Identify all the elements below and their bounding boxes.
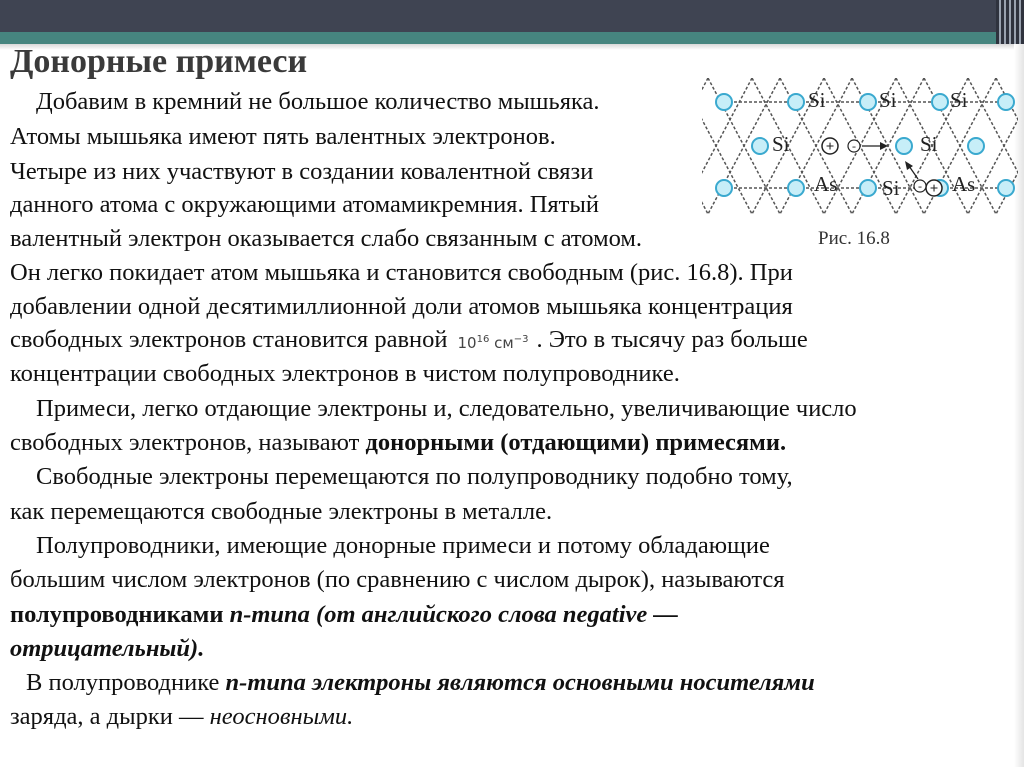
text-line: данного атома с окружающими атомамикремния. Пятый — [10, 191, 599, 218]
text-segment: свободных электронов становится равной — [10, 326, 448, 354]
text-line — [10, 428, 786, 458]
decorative-stripes — [996, 0, 1024, 44]
text-line — [10, 702, 353, 732]
text-segment: свободных электронов, называют — [10, 429, 366, 456]
minus-sign-icon: - — [918, 179, 922, 193]
formula-base: 10 — [457, 334, 477, 352]
text-segment: заряда, а дырки — — [10, 703, 210, 730]
term-majority-carriers: n-типа электроны являются основными носителями — [225, 669, 815, 696]
atom-label-si: Si — [879, 88, 897, 112]
term-minority-carriers: неосновными. — [209, 703, 354, 730]
bond-line — [702, 78, 708, 214]
text-line: концентрации свободных электронов в чистом полупроводнике. — [10, 360, 680, 387]
text-line: Примеси, легко отдающие электроны и, следовательно, увеличивающие число — [36, 395, 857, 422]
figure-caption: Рис. 16.8 — [818, 228, 890, 249]
text-line — [10, 325, 808, 358]
atom-node — [860, 94, 876, 110]
text-line: Он легко покидает атом мышьяка и становится свободным (рис. 16.8). При — [10, 259, 793, 286]
atom-label-si: Si — [920, 132, 938, 156]
text-line: Свободные электроны перемещаются по полупроводнику подобно тому, — [36, 463, 793, 490]
crystal-lattice-figure — [702, 78, 1018, 218]
text-line: Атомы мышьяка имеют пять валентных электронов. — [10, 123, 556, 150]
atom-node — [896, 138, 912, 154]
atom-node — [788, 94, 804, 110]
atom-node — [998, 94, 1014, 110]
atom-node — [932, 94, 948, 110]
text-line: отрицательный). — [10, 635, 205, 662]
arrow-head-icon — [905, 161, 913, 170]
formula-unit: см — [494, 334, 514, 352]
arrow-head-icon — [880, 142, 888, 150]
text-line: большим числом электронов (по сравнению с числом дырок), называются — [10, 566, 785, 593]
term-n-type-definition: n-типа (от английского слова negative — — [229, 601, 678, 628]
bond-line — [702, 78, 708, 214]
atom-label-si: Si — [772, 132, 790, 156]
formula-unit-exponent: −3 — [513, 334, 529, 345]
top-dark-bar — [0, 0, 1024, 32]
text-line — [10, 600, 678, 630]
text-line: Полупроводники, имеющие донорные примеси и потому обладающие — [36, 532, 770, 559]
term-donor-impurities: донорными (отдающими) примесями. — [365, 429, 787, 456]
plus-sign-icon: + — [825, 139, 835, 155]
atom-label-si: Si — [882, 176, 900, 200]
atom-label-si: Si — [950, 88, 968, 112]
formula-exponent: 16 — [476, 334, 490, 345]
atom-node — [860, 180, 876, 196]
atom-label-as: As — [814, 172, 838, 196]
plus-sign-icon: + — [929, 181, 939, 197]
atom-node — [998, 180, 1014, 196]
text-line: как перемещаются свободные электроны в металле. — [10, 498, 553, 525]
concentration-formula — [458, 325, 529, 358]
text-segment: . Это в тысячу раз больше — [536, 326, 808, 354]
minus-sign-icon: - — [852, 139, 856, 153]
text-line: Добавим в кремний не большое количество мышьяка. — [36, 88, 600, 115]
atom-node — [716, 94, 732, 110]
atom-node — [788, 180, 804, 196]
atom-node — [752, 138, 768, 154]
slide-title: Донорные примеси — [10, 43, 308, 80]
atom-label-si: Si — [808, 88, 826, 112]
atom-node — [968, 138, 984, 154]
text-line — [26, 668, 815, 698]
text-line: Четыре из них участвуют в создании ковалентной связи — [10, 158, 594, 185]
atom-node — [716, 180, 732, 196]
term-n-type-semiconductors: полупроводниками — [10, 601, 230, 628]
text-line: валентный электрон оказывается слабо связанным с атомом. — [10, 225, 643, 252]
atom-label-as: As — [952, 172, 976, 196]
electron-path-arrow — [909, 166, 918, 179]
text-line: добавлении одной десятимиллионной доли атомов мышьяка концентрация — [10, 293, 793, 320]
text-segment: В полупроводнике — [26, 669, 226, 696]
